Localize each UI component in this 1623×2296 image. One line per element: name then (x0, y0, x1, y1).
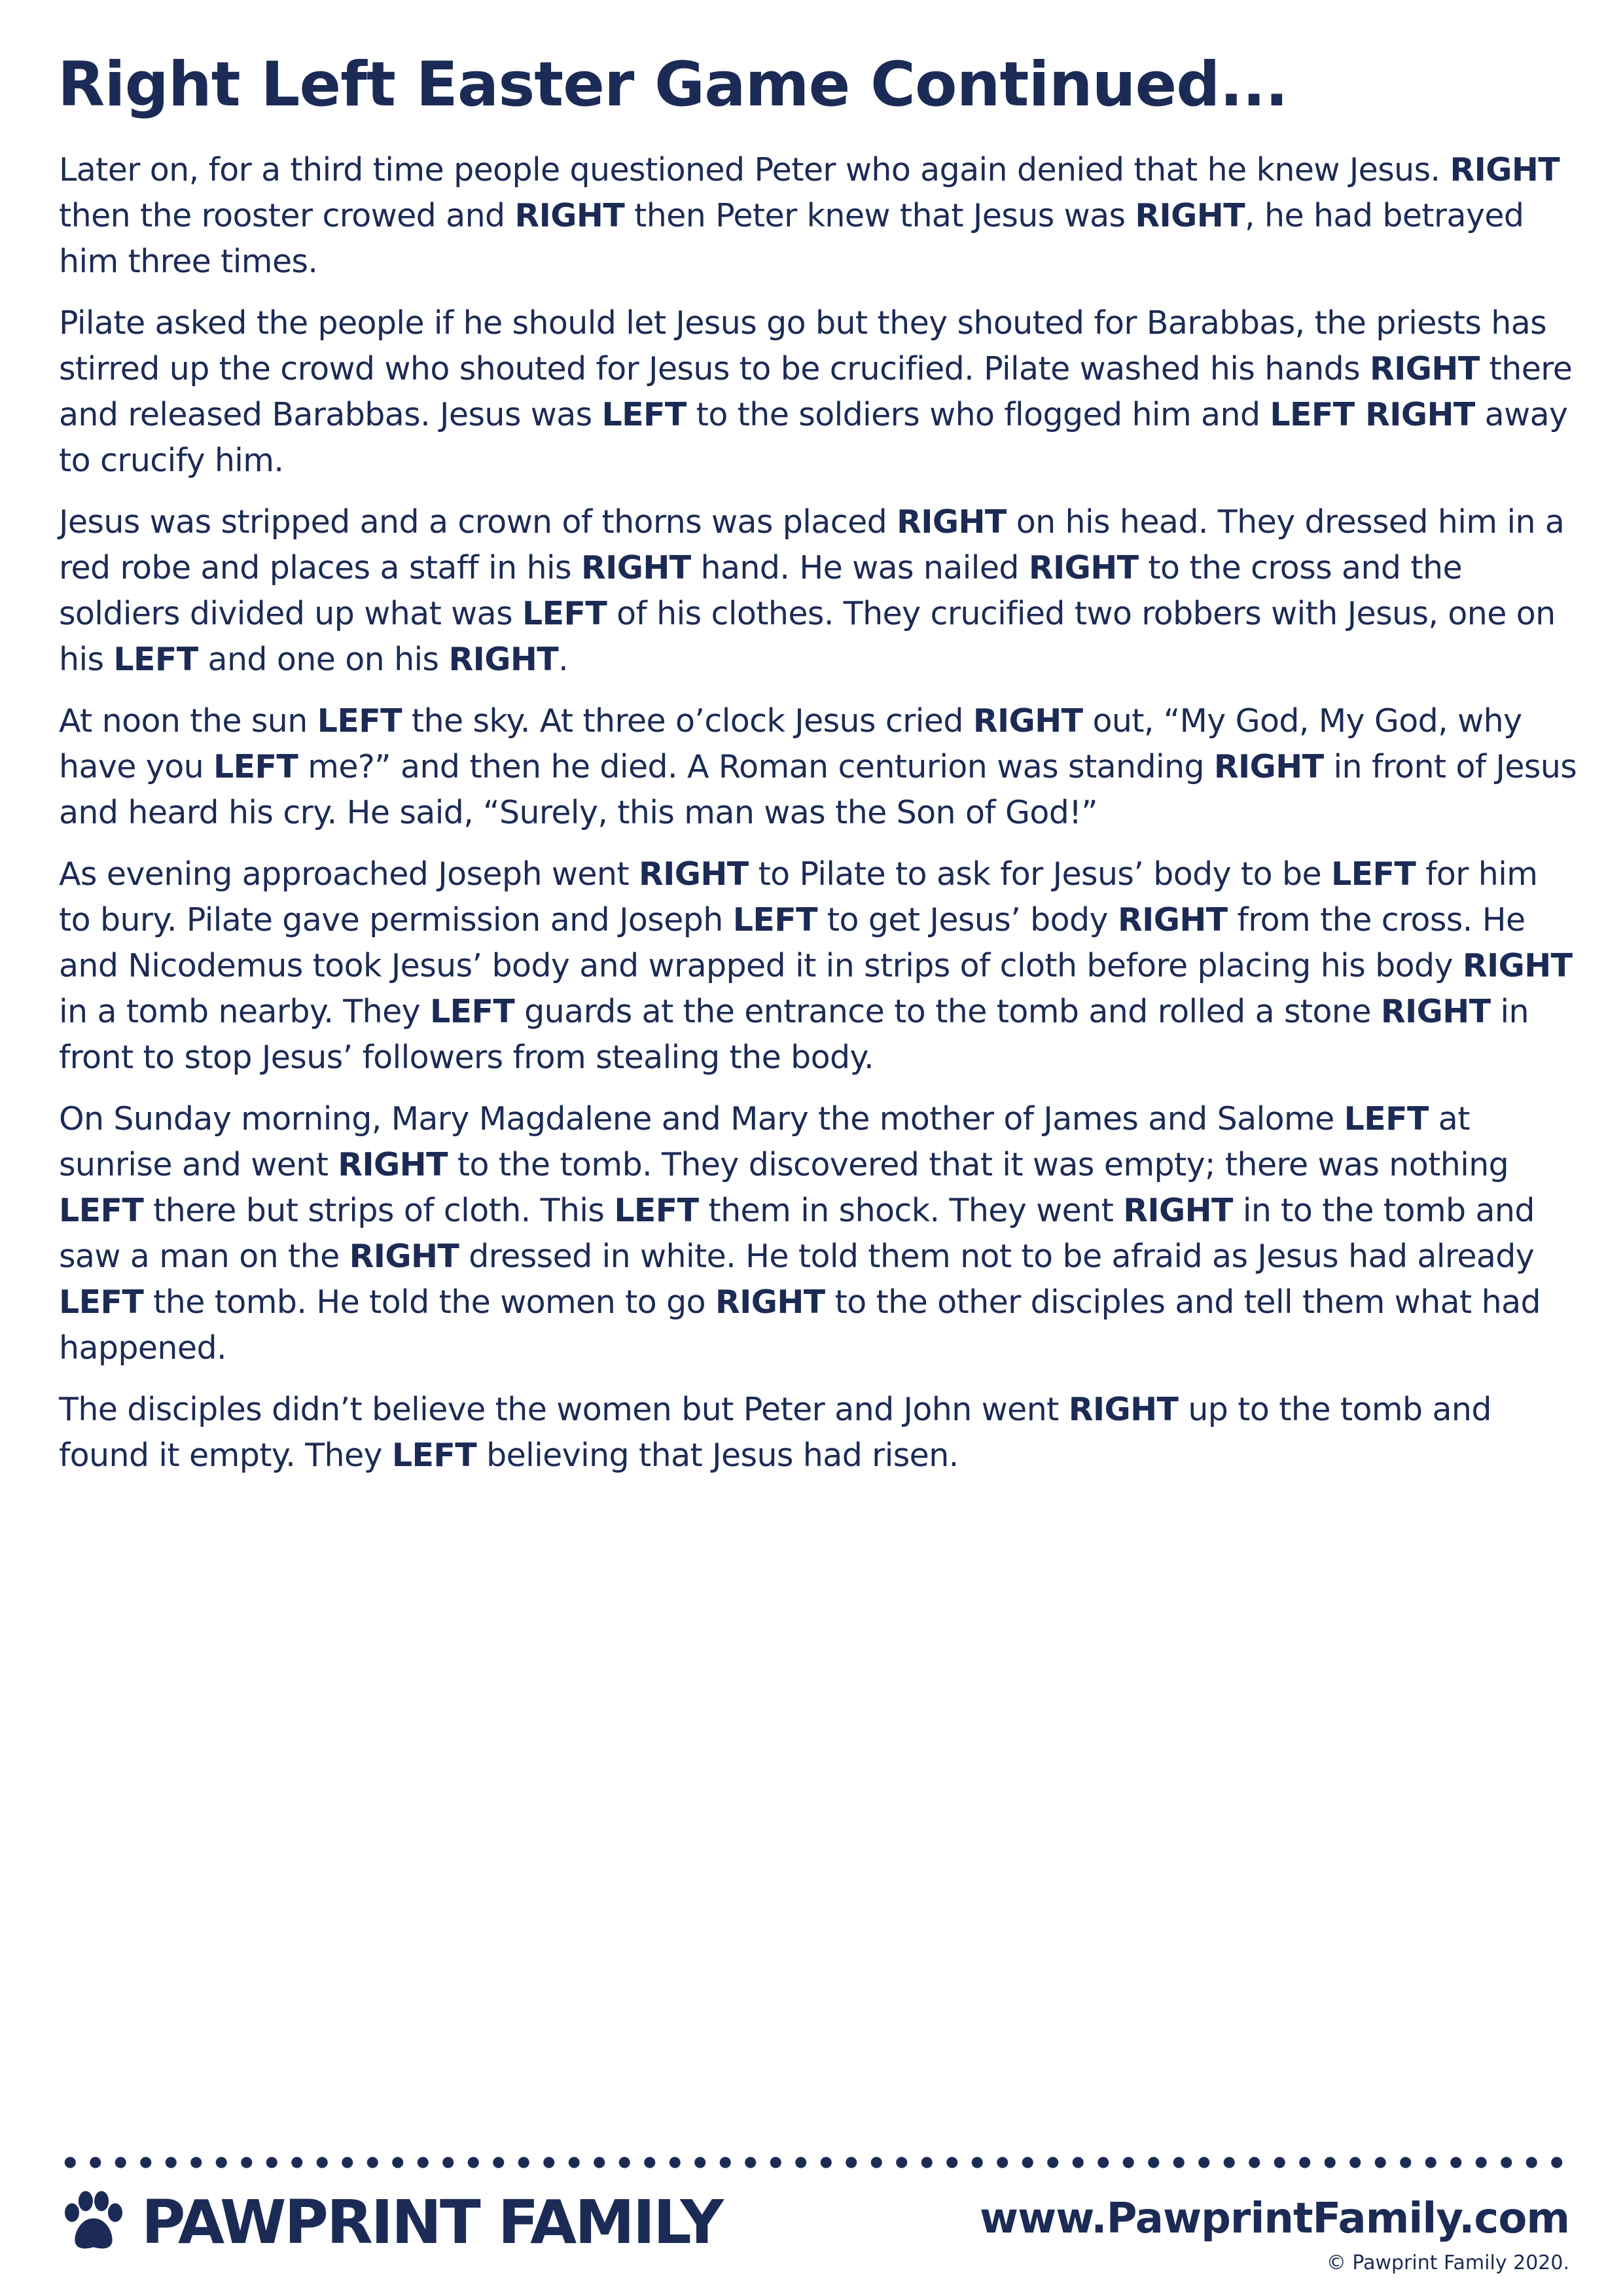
story-text-run: in a tomb nearby. They (59, 993, 430, 1030)
direction-keyword: LEFT RIGHT (1270, 396, 1475, 433)
direction-keyword: RIGHT (1450, 151, 1560, 188)
story-paragraph (59, 147, 1577, 285)
story-text-run: to the cross and the soldiers divided up what was (59, 549, 1462, 632)
direction-keyword: RIGHT (1123, 1192, 1233, 1229)
direction-keyword: LEFT (430, 993, 515, 1030)
direction-keyword: LEFT (1331, 855, 1416, 893)
direction-keyword: RIGHT (349, 1238, 459, 1275)
direction-keyword: RIGHT (1213, 748, 1324, 785)
direction-keyword: RIGHT (1370, 350, 1480, 387)
story-text-run: at sunrise and went (59, 1100, 1470, 1183)
story-text-run: The disciples didn’t believe the women but Peter and John went (59, 1391, 1069, 1428)
page-title: Right Left Easter Game Continued... (58, 49, 1288, 120)
direction-keyword: LEFT (601, 396, 687, 433)
direction-keyword: LEFT (213, 748, 298, 785)
story-text-run: . (558, 641, 569, 678)
story-text-run: As evening approached Joseph went (59, 855, 639, 893)
direction-keyword: RIGHT (897, 503, 1007, 541)
story-text-run: Pilate asked the people if he should let Jesus go but they shouted for Barabbas, the priests has stirred up the crowd who shouted for Jesus to be crucified. Pilate washed his hands (59, 304, 1547, 387)
story-text-run: Jesus was stripped and a crown of thorns was placed (59, 503, 897, 541)
story-text-run: and one on his (198, 641, 449, 678)
story-text-run: of his clothes. They crucified two robbers with Jesus, one on his (59, 595, 1556, 678)
story-text-run: on his head. They dressed him in a red robe and places a staff in his (59, 503, 1565, 586)
story-text-run: me?” and then he died. A Roman centurion was standing (298, 748, 1214, 785)
story-text-run: there and released Barabbas. Jesus was (59, 350, 1573, 433)
story-text-run: the tomb. He told the women to go (143, 1283, 715, 1321)
story-text-run: dressed in white. He told them not to be afraid as Jesus had already (459, 1238, 1535, 1275)
copyright-notice: © Pawprint Family 2020. (1326, 2251, 1569, 2274)
story-paragraph (59, 698, 1577, 836)
direction-keyword: RIGHT (338, 1146, 448, 1183)
direction-keyword: RIGHT (1117, 901, 1228, 939)
story-text-run: the sky. At three o’clock Jesus cried (401, 702, 973, 740)
story-text-run: from the cross. He and Nicodemus took Jesus’ body and wrapped it in strips of cloth before placing his body (59, 901, 1525, 984)
story-paragraph (59, 852, 1577, 1081)
direction-keyword: RIGHT (448, 641, 559, 678)
direction-keyword: RIGHT (1068, 1391, 1179, 1428)
story-paragraph (59, 300, 1577, 484)
direction-keyword: LEFT (732, 901, 817, 939)
story-text-run: then the rooster crowed and (59, 197, 515, 234)
story-text-run: to the tomb. They discovered that it was empty; there was nothing (447, 1146, 1509, 1183)
story-text-run: Later on, for a third time people questioned Peter who again denied that he knew Jesus. (59, 151, 1450, 188)
direction-keyword: LEFT (113, 641, 198, 678)
brand-logo (58, 2183, 722, 2262)
brand-name: PAWPRINT FAMILY (141, 2187, 722, 2257)
story-text-run: believing that Jesus had risen. (476, 1437, 959, 1474)
story-text-run: out, “My God, My God, why have you (59, 702, 1522, 785)
story-text-run: in front to stop Jesus’ followers from stealing the body. (59, 993, 1529, 1076)
website-link[interactable]: www.PawprintFamily.com (979, 2195, 1569, 2243)
story-paragraph (59, 1387, 1577, 1479)
direction-keyword: LEFT (1344, 1100, 1429, 1138)
story-text-run: then Peter knew that Jesus was (624, 197, 1135, 234)
direction-keyword: LEFT (614, 1192, 699, 1229)
story-text-run: At noon the sun (59, 702, 317, 740)
direction-keyword: LEFT (391, 1437, 477, 1474)
direction-keyword: RIGHT (972, 702, 1083, 740)
direction-keyword: RIGHT (1028, 549, 1139, 586)
paw-print-icon (58, 2187, 130, 2259)
story-text-run: to get Jesus’ body (817, 901, 1118, 939)
story-text-run: On Sunday morning, Mary Magdalene and Mary the mother of James and Salome (59, 1100, 1344, 1138)
direction-keyword: RIGHT (715, 1283, 825, 1321)
story-text-run: , he had betrayed him three times. (59, 197, 1524, 280)
direction-keyword: RIGHT (514, 197, 625, 234)
direction-keyword: LEFT (59, 1283, 144, 1321)
direction-keyword: LEFT (59, 1192, 144, 1229)
story-text-run: to the soldiers who flogged him and (686, 396, 1270, 433)
direction-keyword: RIGHT (1462, 947, 1573, 984)
story-text-run: to Pilate to ask for Jesus’ body to be (748, 855, 1332, 893)
story-text-run: up to the tomb and found it empty. They (59, 1391, 1491, 1474)
direction-keyword: RIGHT (638, 855, 749, 893)
story-text (59, 147, 1577, 1494)
dotted-divider (58, 2156, 1569, 2169)
direction-keyword: LEFT (522, 595, 607, 632)
story-text-run: away to crucify him. (59, 396, 1568, 479)
story-text-run: them in shock. They went (698, 1192, 1124, 1229)
story-text-run: in to the tomb and saw a man on the (59, 1192, 1535, 1275)
story-paragraph (59, 499, 1577, 683)
direction-keyword: RIGHT (1380, 993, 1491, 1030)
direction-keyword: RIGHT (1135, 197, 1245, 234)
story-text-run: there but strips of cloth. This (143, 1192, 615, 1229)
story-paragraph (59, 1096, 1577, 1371)
story-text-run: in front of Jesus and heard his cry. He said, “Surely, this man was the Son of God!” (59, 748, 1577, 831)
story-text-run: to the other disciples and tell them what had happened. (59, 1283, 1541, 1367)
story-text-run: for him to bury. Pilate gave permission and Joseph (59, 855, 1538, 939)
direction-keyword: RIGHT (580, 549, 691, 586)
direction-keyword: LEFT (317, 702, 402, 740)
story-text-run: guards at the entrance to the tomb and rolled a stone (514, 993, 1381, 1030)
story-text-run: hand. He was nailed (690, 549, 1029, 586)
